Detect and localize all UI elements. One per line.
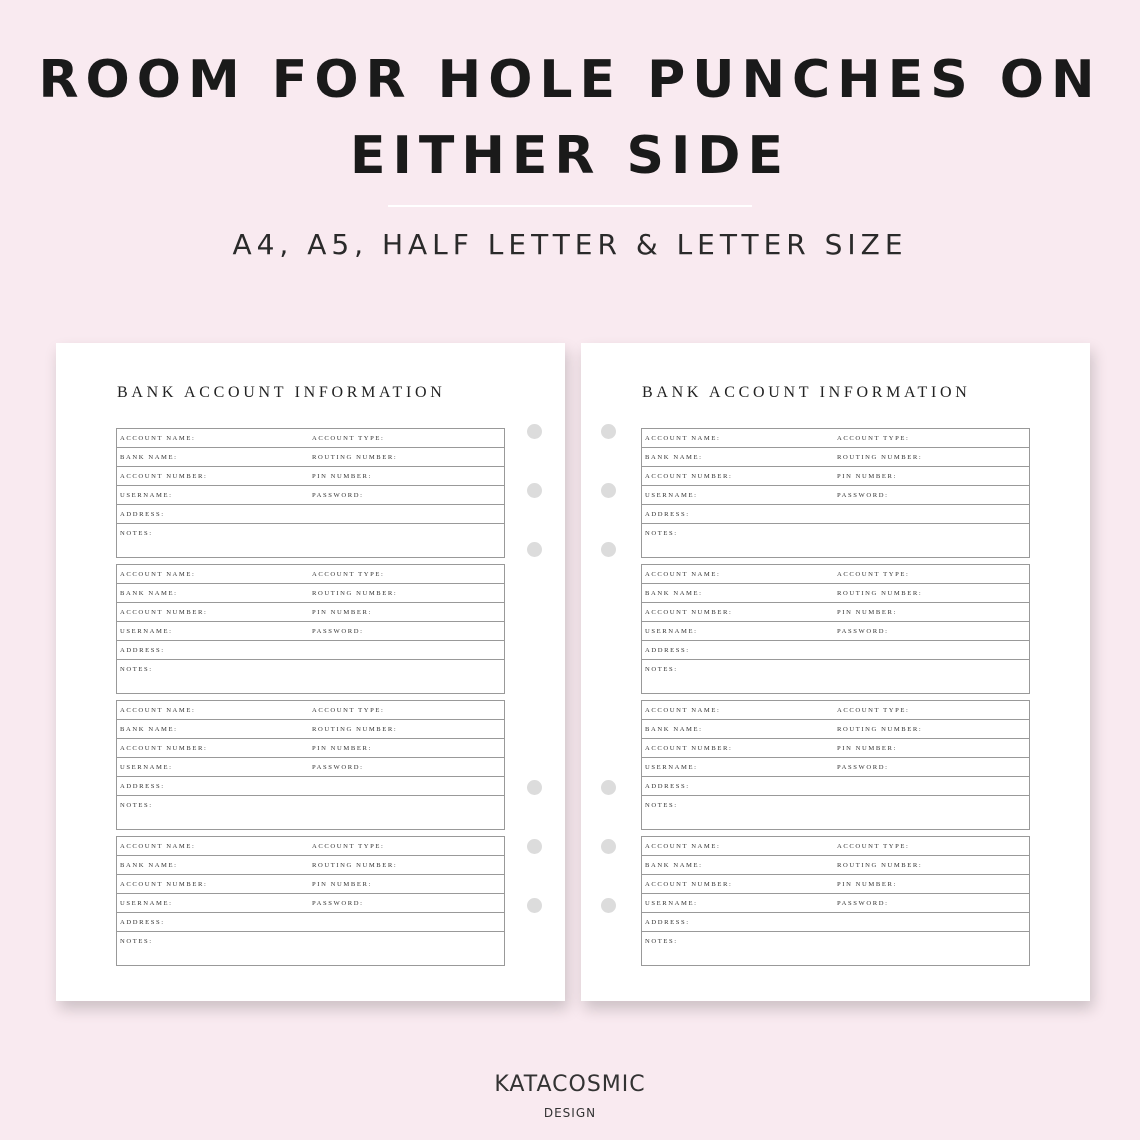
field-label-account-type: ACCOUNT TYPE: (312, 571, 385, 578)
field-label-account-number: ACCOUNT NUMBER: (120, 473, 208, 480)
account-form (641, 428, 1030, 558)
form-row-account-number (642, 739, 1029, 758)
form-row-bank-name (117, 720, 504, 739)
field-label-bank-name: BANK NAME: (120, 590, 178, 597)
field-label-notes: NOTES: (645, 666, 678, 673)
field-label-account-type: ACCOUNT TYPE: (837, 435, 910, 442)
account-forms (116, 428, 505, 972)
form-row-account-name (642, 429, 1029, 448)
field-label-account-number: ACCOUNT NUMBER: (120, 881, 208, 888)
field-label-username: USERNAME: (120, 492, 173, 499)
punch-hole (601, 780, 616, 795)
field-label-routing-number: ROUTING NUMBER: (837, 726, 923, 733)
form-row-notes (117, 524, 504, 557)
form-row-username (642, 622, 1029, 641)
form-row-notes (117, 796, 504, 829)
field-label-account-name: ACCOUNT NAME: (120, 435, 196, 442)
field-label-username: USERNAME: (645, 900, 698, 907)
form-row-address (642, 641, 1029, 660)
field-label-notes: NOTES: (120, 666, 153, 673)
field-label-password: PASSWORD: (312, 900, 364, 907)
form-row-username (642, 894, 1029, 913)
field-label-address: ADDRESS: (120, 919, 165, 926)
field-label-routing-number: ROUTING NUMBER: (312, 590, 398, 597)
form-row-account-number (117, 739, 504, 758)
field-label-account-type: ACCOUNT TYPE: (312, 707, 385, 714)
form-row-account-number (642, 603, 1029, 622)
punch-hole (527, 780, 542, 795)
form-row-account-name (117, 565, 504, 584)
form-row-account-number (642, 467, 1029, 486)
field-label-bank-name: BANK NAME: (645, 454, 703, 461)
punch-hole (527, 898, 542, 913)
form-row-bank-name (642, 720, 1029, 739)
field-label-routing-number: ROUTING NUMBER: (312, 726, 398, 733)
field-label-account-name: ACCOUNT NAME: (120, 571, 196, 578)
form-row-account-name (117, 701, 504, 720)
field-label-username: USERNAME: (645, 764, 698, 771)
account-form (116, 428, 505, 558)
punch-hole (527, 424, 542, 439)
field-label-routing-number: ROUTING NUMBER: (837, 590, 923, 597)
form-row-username (642, 758, 1029, 777)
form-row-username (117, 622, 504, 641)
field-label-password: PASSWORD: (837, 764, 889, 771)
field-label-account-type: ACCOUNT TYPE: (837, 707, 910, 714)
form-row-notes (642, 932, 1029, 965)
account-form (116, 700, 505, 830)
form-row-notes (642, 660, 1029, 693)
headline-line-1: ROOM FOR HOLE PUNCHES ON (38, 50, 1102, 110)
form-row-username (117, 486, 504, 505)
form-row-account-number (117, 467, 504, 486)
brand-logo-sub: DESIGN (543, 1106, 597, 1120)
field-label-routing-number: ROUTING NUMBER: (312, 862, 398, 869)
punch-hole (601, 898, 616, 913)
field-label-account-name: ACCOUNT NAME: (645, 707, 721, 714)
field-label-address: ADDRESS: (645, 919, 690, 926)
field-label-account-type: ACCOUNT TYPE: (312, 435, 385, 442)
punch-hole (527, 483, 542, 498)
form-row-bank-name (642, 584, 1029, 603)
account-forms (641, 428, 1030, 972)
field-label-account-name: ACCOUNT NAME: (645, 843, 721, 850)
form-row-notes (117, 932, 504, 965)
field-label-bank-name: BANK NAME: (645, 726, 703, 733)
field-label-account-number: ACCOUNT NUMBER: (645, 473, 733, 480)
field-label-notes: NOTES: (645, 802, 678, 809)
punch-hole (601, 542, 616, 557)
field-label-username: USERNAME: (120, 900, 173, 907)
field-label-pin-number: PIN NUMBER: (837, 473, 897, 480)
field-label-account-type: ACCOUNT TYPE: (837, 843, 910, 850)
field-label-pin-number: PIN NUMBER: (837, 745, 897, 752)
account-form (641, 836, 1030, 966)
form-row-address (642, 505, 1029, 524)
form-row-notes (117, 660, 504, 693)
headline (0, 42, 1140, 194)
field-label-address: ADDRESS: (645, 647, 690, 654)
field-label-bank-name: BANK NAME: (120, 726, 178, 733)
form-row-address (117, 777, 504, 796)
field-label-address: ADDRESS: (645, 783, 690, 790)
field-label-username: USERNAME: (645, 492, 698, 499)
planner-page-right (581, 343, 1090, 1001)
brand-logo: KATACOSMIC (494, 1072, 646, 1097)
form-row-account-name (642, 837, 1029, 856)
field-label-pin-number: PIN NUMBER: (312, 745, 372, 752)
form-row-username (117, 758, 504, 777)
field-label-password: PASSWORD: (837, 900, 889, 907)
field-label-notes: NOTES: (120, 530, 153, 537)
field-label-pin-number: PIN NUMBER: (312, 609, 372, 616)
punch-hole (601, 839, 616, 854)
field-label-password: PASSWORD: (837, 628, 889, 635)
field-label-account-number: ACCOUNT NUMBER: (120, 609, 208, 616)
form-row-account-name (642, 565, 1029, 584)
form-row-account-number (117, 875, 504, 894)
field-label-username: USERNAME: (120, 764, 173, 771)
form-row-bank-name (642, 448, 1029, 467)
punch-hole (527, 542, 542, 557)
field-label-pin-number: PIN NUMBER: (312, 473, 372, 480)
subtitle: A4, A5, HALF LETTER & LETTER SIZE (232, 228, 908, 261)
field-label-notes: NOTES: (645, 530, 678, 537)
field-label-notes: NOTES: (645, 938, 678, 945)
field-label-bank-name: BANK NAME: (645, 862, 703, 869)
field-label-notes: NOTES: (120, 938, 153, 945)
form-row-username (117, 894, 504, 913)
form-row-address (642, 777, 1029, 796)
form-row-account-name (117, 837, 504, 856)
form-row-notes (642, 524, 1029, 557)
field-label-address: ADDRESS: (645, 511, 690, 518)
punch-hole (601, 424, 616, 439)
form-row-bank-name (117, 856, 504, 875)
field-label-pin-number: PIN NUMBER: (837, 881, 897, 888)
account-form (116, 836, 505, 966)
form-row-account-number (642, 875, 1029, 894)
field-label-account-number: ACCOUNT NUMBER: (120, 745, 208, 752)
field-label-account-name: ACCOUNT NAME: (645, 571, 721, 578)
form-row-address (642, 913, 1029, 932)
field-label-username: USERNAME: (120, 628, 173, 635)
field-label-password: PASSWORD: (312, 492, 364, 499)
punch-hole (527, 839, 542, 854)
field-label-password: PASSWORD: (837, 492, 889, 499)
account-form (641, 564, 1030, 694)
field-label-account-name: ACCOUNT NAME: (120, 707, 196, 714)
form-row-account-name (642, 701, 1029, 720)
form-row-notes (642, 796, 1029, 829)
field-label-account-number: ACCOUNT NUMBER: (645, 881, 733, 888)
page-title: BANK ACCOUNT INFORMATION (117, 384, 446, 401)
field-label-username: USERNAME: (645, 628, 698, 635)
field-label-address: ADDRESS: (120, 647, 165, 654)
form-row-username (642, 486, 1029, 505)
punch-hole (601, 483, 616, 498)
field-label-account-number: ACCOUNT NUMBER: (645, 609, 733, 616)
form-row-account-name (117, 429, 504, 448)
headline-line-2: EITHER SIDE (349, 126, 790, 186)
field-label-pin-number: PIN NUMBER: (837, 609, 897, 616)
field-label-account-name: ACCOUNT NAME: (120, 843, 196, 850)
field-label-routing-number: ROUTING NUMBER: (837, 454, 923, 461)
field-label-bank-name: BANK NAME: (120, 454, 178, 461)
field-label-password: PASSWORD: (312, 764, 364, 771)
field-label-notes: NOTES: (120, 802, 153, 809)
form-row-address (117, 913, 504, 932)
field-label-bank-name: BANK NAME: (120, 862, 178, 869)
form-row-bank-name (117, 448, 504, 467)
field-label-pin-number: PIN NUMBER: (312, 881, 372, 888)
field-label-account-number: ACCOUNT NUMBER: (645, 745, 733, 752)
field-label-routing-number: ROUTING NUMBER: (312, 454, 398, 461)
field-label-bank-name: BANK NAME: (645, 590, 703, 597)
form-row-address (117, 505, 504, 524)
field-label-address: ADDRESS: (120, 783, 165, 790)
field-label-address: ADDRESS: (120, 511, 165, 518)
divider (388, 205, 752, 207)
form-row-bank-name (117, 584, 504, 603)
field-label-account-name: ACCOUNT NAME: (645, 435, 721, 442)
field-label-routing-number: ROUTING NUMBER: (837, 862, 923, 869)
page-title: BANK ACCOUNT INFORMATION (642, 384, 971, 401)
field-label-account-type: ACCOUNT TYPE: (837, 571, 910, 578)
form-row-address (117, 641, 504, 660)
planner-page-left (56, 343, 565, 1001)
account-form (641, 700, 1030, 830)
account-form (116, 564, 505, 694)
field-label-password: PASSWORD: (312, 628, 364, 635)
field-label-account-type: ACCOUNT TYPE: (312, 843, 385, 850)
form-row-bank-name (642, 856, 1029, 875)
form-row-account-number (117, 603, 504, 622)
